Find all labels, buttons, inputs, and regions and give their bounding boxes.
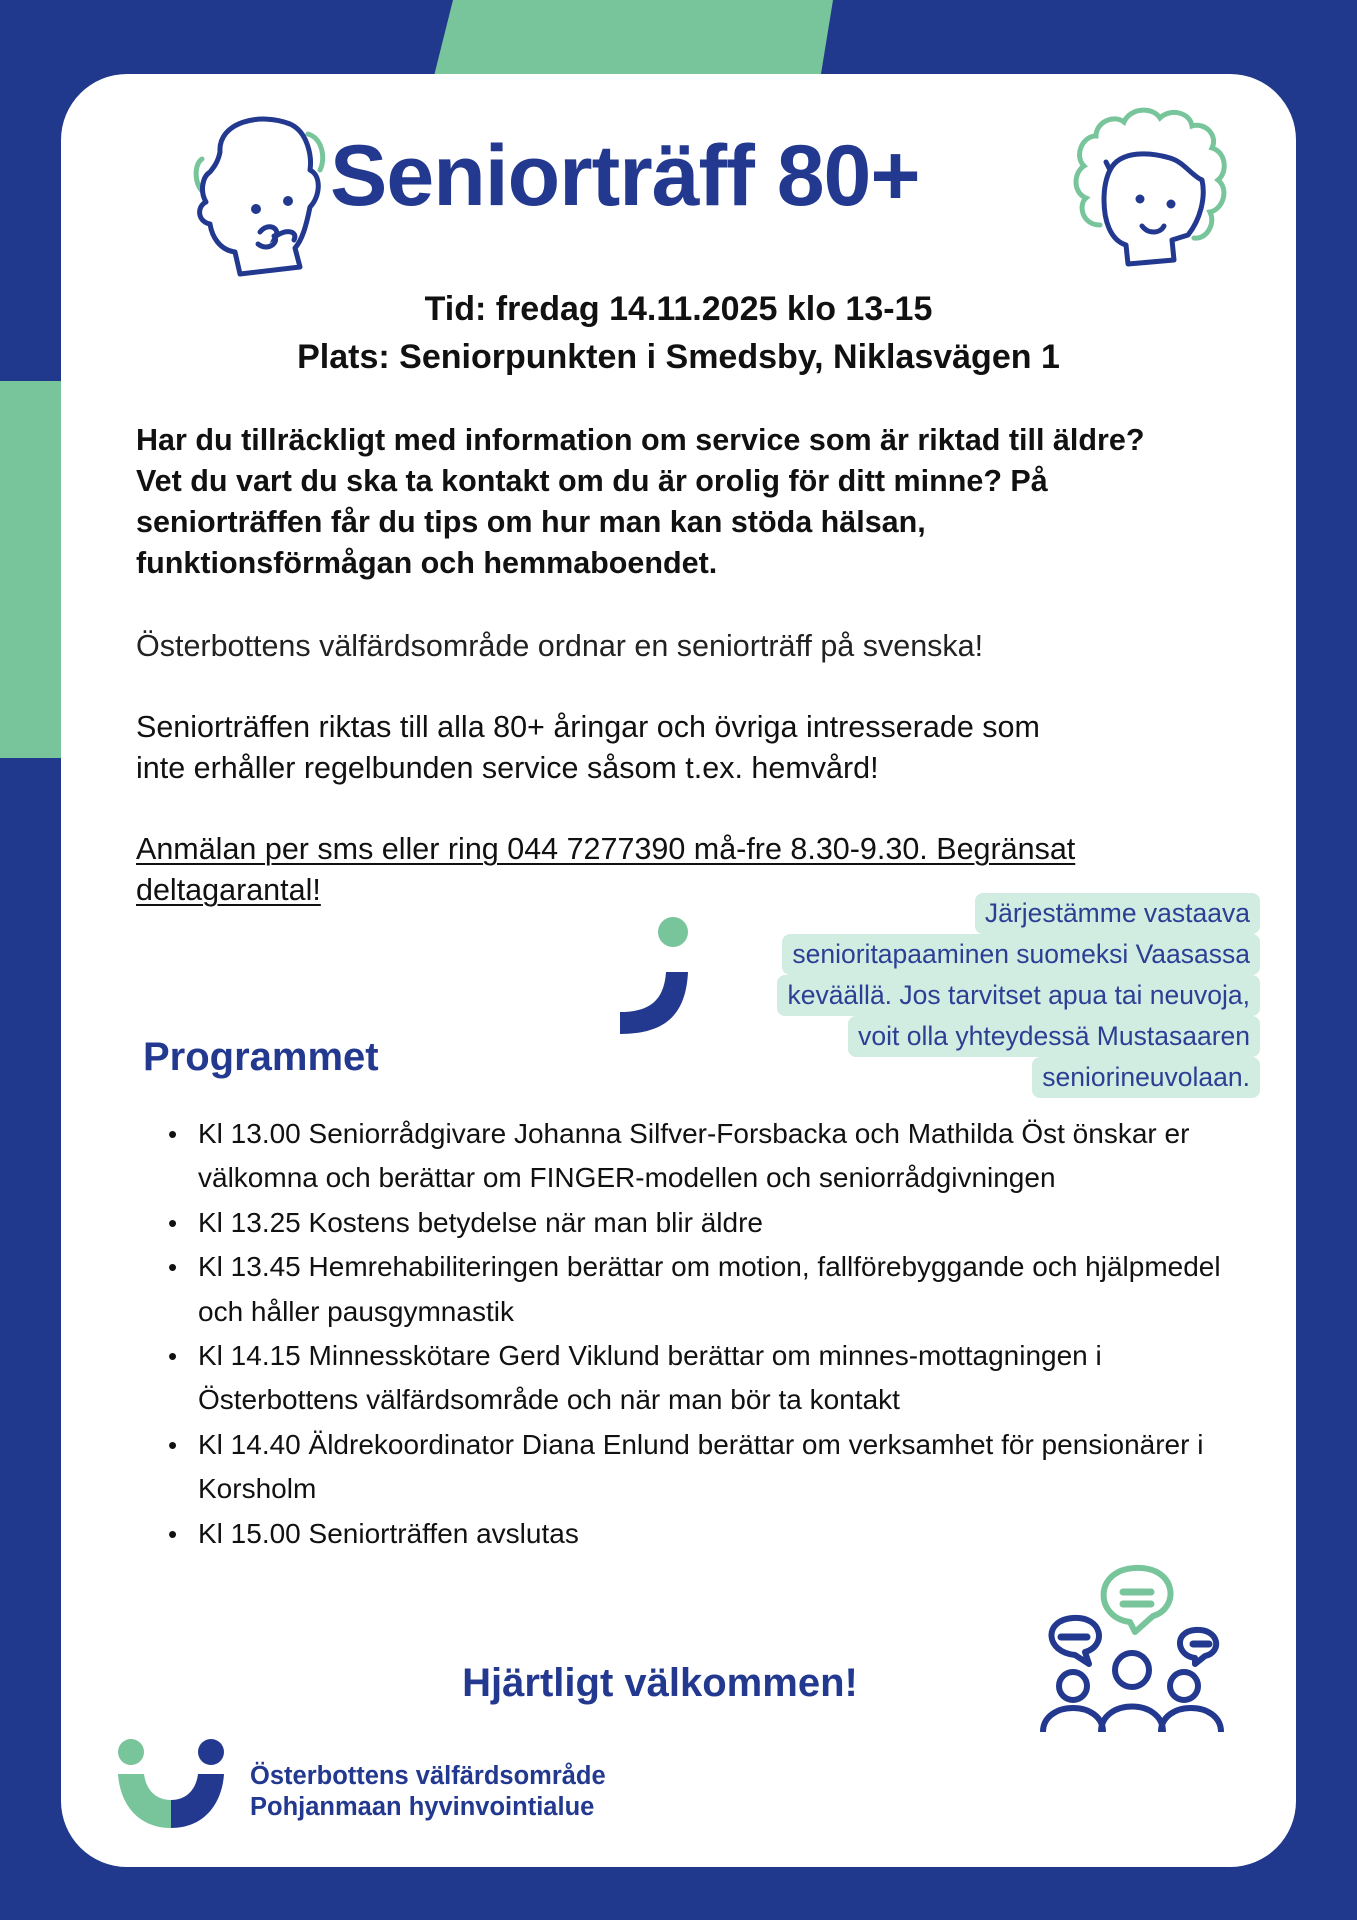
event-place: Plats: Seniorpunkten i Smedsby, Niklasvägen 1 bbox=[297, 338, 1060, 376]
intro-line: funktionsförmågan och hemmaboendet. bbox=[136, 546, 718, 580]
background-stripe-left bbox=[0, 381, 62, 758]
program-list bbox=[160, 1112, 1258, 1556]
logo-text-swedish: Österbottens välfärdsområde bbox=[250, 1762, 606, 1790]
woman-face-icon bbox=[1060, 100, 1240, 270]
finnish-note-line: senioritapaaminen suomeksi Vaasassa bbox=[782, 934, 1260, 975]
man-face-icon bbox=[190, 112, 330, 277]
program-item: • Kl 14.40 Äldrekoordinator Diana Enlund berättar om verksamhet för pensionärer i Korsholm bbox=[198, 1423, 1258, 1512]
program-item: • Kl 13.25 Kostens betydelse när man blir äldre bbox=[198, 1201, 1258, 1245]
finnish-note-line: Järjestämme vastaava bbox=[975, 893, 1260, 934]
intro-line: Har du tillräckligt med information om service som är riktad till äldre? bbox=[136, 423, 1145, 457]
program-item: • Kl 14.15 Minnesskötare Gerd Viklund berättar om minnes-mottagningen i Österbottens välfärdsområde och när man bör ta kontakt bbox=[198, 1334, 1258, 1423]
smile-logo-icon bbox=[116, 1738, 226, 1830]
page-title: Seniorträff 80+ bbox=[330, 128, 920, 224]
audience-line: Seniorträffen riktas till alla 80+ åringar och övriga intresserade som bbox=[136, 710, 1040, 744]
audience-text bbox=[136, 707, 1246, 789]
program-item: • Kl 13.00 Seniorrådgivare Johanna Silfver-Forsbacka och Mathilda Öst önskar er välkomna och berättar om FINGER-modellen och seniorrådgivningen bbox=[198, 1112, 1258, 1201]
background-stripe-top bbox=[0, 0, 1357, 80]
organizer-text: Österbottens välfärdsområde ordnar en seniorträff på svenska! bbox=[136, 629, 984, 663]
finnish-note-line: keväällä. Jos tarvitset apua tai neuvoja, bbox=[777, 975, 1260, 1016]
people-chat-icon bbox=[1035, 1560, 1230, 1740]
finnish-note-line: voit olla yhteydessä Mustasaaren bbox=[848, 1016, 1260, 1057]
audience-line: inte erhåller regelbunden service såsom t.ex. hemvård! bbox=[136, 751, 879, 785]
program-heading: Programmet bbox=[143, 1035, 379, 1079]
intro-line: seniorträffen får du tips om hur man kan stöda hälsan, bbox=[136, 505, 926, 539]
info-i-icon bbox=[618, 912, 693, 1037]
finnish-note-line: seniorineuvolaan. bbox=[1032, 1057, 1260, 1098]
intro-text bbox=[136, 420, 1256, 584]
welcome-text: Hjärtligt välkommen! bbox=[462, 1661, 858, 1705]
program-item: • Kl 15.00 Seniorträffen avslutas bbox=[198, 1512, 1258, 1556]
signup-line[interactable]: deltagarantal! bbox=[136, 873, 321, 907]
intro-line: Vet du vart du ska ta kontakt om du är orolig för ditt minne? På bbox=[136, 464, 1048, 498]
logo-text-finnish: Pohjanmaan hyvinvointialue bbox=[250, 1793, 595, 1821]
event-time: Tid: fredag 14.11.2025 klo 13-15 bbox=[424, 290, 933, 328]
program-item: • Kl 13.45 Hemrehabiliteringen berättar om motion, fallförebyggande och hjälpmedel och håller pausgymnastik bbox=[198, 1245, 1258, 1334]
signup-line[interactable]: Anmälan per sms eller ring 044 7277390 må-fre 8.30-9.30. Begränsat bbox=[136, 832, 1076, 866]
